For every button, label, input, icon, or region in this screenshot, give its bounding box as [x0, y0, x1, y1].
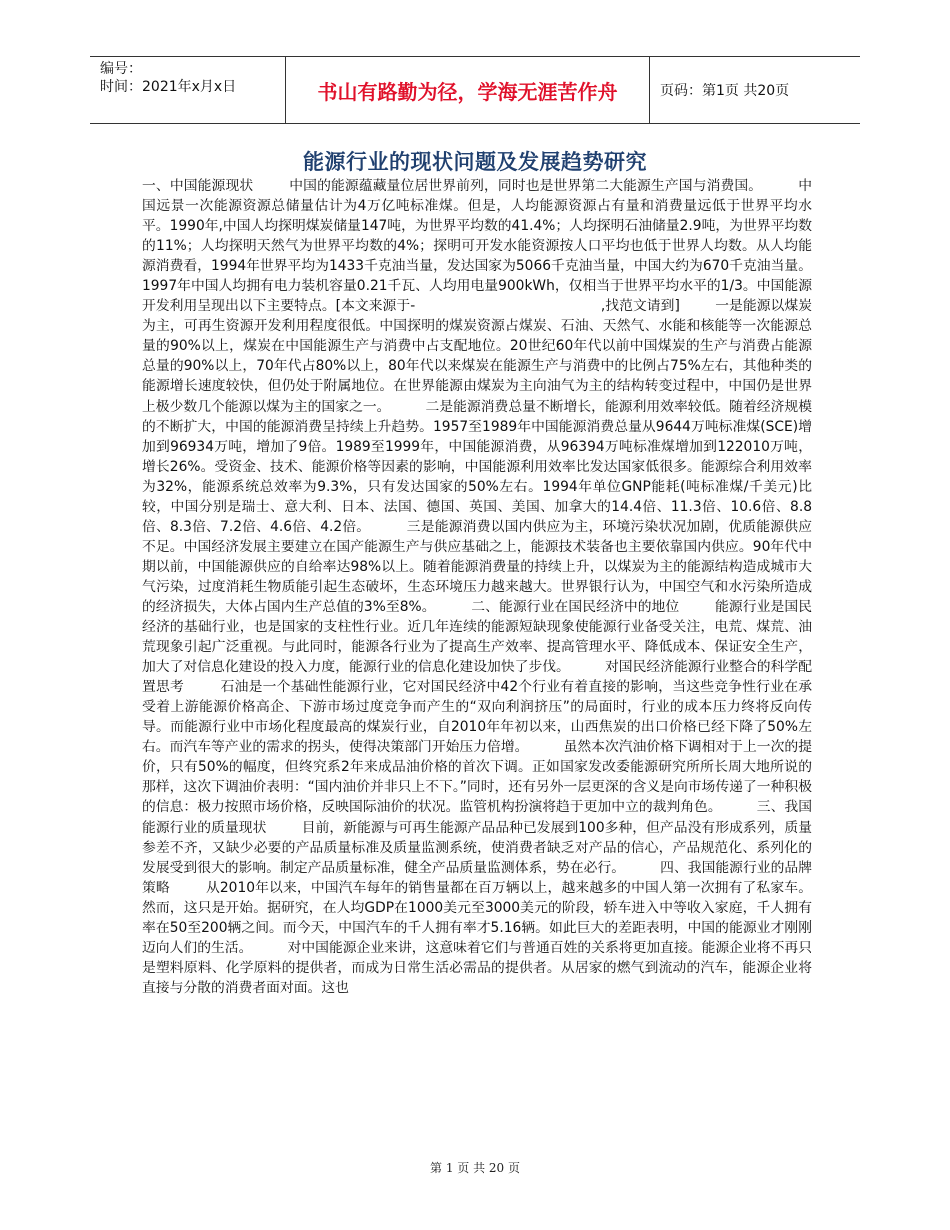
header-motto: 书山有路勤为径，学海无涯苦作舟 — [286, 57, 650, 123]
header-meta — [90, 57, 286, 123]
document-title: 能源行业的现状问题及发展趋势研究 — [303, 150, 647, 174]
document-number-label: 编号： — [100, 61, 142, 77]
document-time-label: 时间：2021年x月x日 — [100, 79, 237, 95]
page-header — [90, 56, 860, 124]
page-footer: 第 1 页 共 20 页 — [430, 1161, 520, 1175]
header-page-info: 页码：第1页 共20页 — [660, 83, 790, 99]
document-body: 一、中国能源现状 中国的能源蕴藏量位居世界前列，同时也是世界第二大能源生产国与消费国。 中国远景一次能源资源总储量估计为4万亿吨标准煤。但是，人均能源资源占有量和消费量远低于世界平均水平。1990年,中国人均探明煤炭储量147吨，为世界平均数的41.4%；人均探明石油储量2.9吨，为世界平均数的11%；人均探明天然气为世界平均数的4%；探明可开发水能资源按人口平均也低于世界人均数。从人均能源消费看，1994年世界平均为1433千克油当量，发达国家为5066千克油当量，中国大约为670千克油当量。1997年中国人均拥有电力装机容量0.21千瓦、人均用电量900kWh，仅相当于世界平均水平的1/3。中国能源开发利用呈现出以下主要特点。[本文来源于- ,找范文请到] 一是能源以煤炭为主，可再生资源开发利用程度很低。中国探明的煤炭资源占煤炭、石油、天然气、水能和核能等一次能源总量的90%以上，煤炭在中国能源生产与消费中占支配地位。20世纪60年代以前中国煤炭的生产与消费占能源总量的90%以上，70年代占80%以上，80年代以来煤炭在能源生产与消费中的比例占75%左右，其他种类的能源增长速度较快，但仍处于附属地位。在世界能源由煤炭为主向油气为主的结构转变过程中，中国仍是世界上极少数几个能源以煤为主的国家之一。 二是能源消费总量不断增长，能源利用效率较低。随着经济规模的不断扩大，中国的能源消费呈持续上升趋势。1957至1989年中国能源消费总量从9644万吨标准煤(SCE)增加到96934万吨，增加了9倍。1989至1999年，中国能源消费，从96394万吨标准煤增加到122010万吨，增长26%。受资金、技术、能源价格等因素的影响，中国能源利用效率比发达国家低很多。能源综合利用效率为32%，能源系统总效率为9.3%，只有发达国家的50%左右。1994年单位GNP能耗(吨标准煤/千美元)比较，中国分别是瑞士、意大利、日本、法国、德国、英国、美国、加拿大的14.4倍、11.3倍、10.6倍、8.8倍、8.3倍、7.2倍、4.6倍、4.2倍。 三是能源消费以国内供应为主，环境污染状况加剧，优质能源供应不足。中国经济发展主要建立在国产能源生产与供应基础之上，能源技术装备也主要依靠国内供应。90年代中期以前，中国能源供应的自给率达98%以上。随着能源消费量的持续上升，以煤炭为主的能源结构造成城市大气污染，过度消耗生物质能引起生态破坏，生态环境压力越来越大。世界银行认为，中国空气和水污染所造成的经济损失，大体占国内生产总值的3%至8%。 二、能源行业在国民经济中的地位 能源行业是国民经济的基础行业，也是国家的支柱性行业。近几年连续的能源短缺现象使能源行业备受关注，电荒、煤荒、油荒现象引起广泛重视。与此同时，能源各行业为了提高生产效率、提高管理水平、降低成本、保证安全生产，加大了对信息化建设的投入力度，能源行业的信息化建设加快了步伐。 对国民经济能源行业整合的科学配置思考 石油是一个基础性能源行业，它对国民经济中42个行业有着直接的影响，当这些竞争性行业在承受着上游能源价格高企、下游市场过度竞争而产生的“双向利润挤压”的局面时，行业的成本压力终将反向传导。而能源行业中市场化程度最高的煤炭行业，自2010年年初以来，山西焦炭的出口价格已经下降了50%左右。而汽车等产业的需求的拐头，使得决策部门开始压力倍增。 虽然本次汽油价格下调相对于上一次的提价，只有50%的幅度，但终究系2年来成品油价格的首次下调。正如国家发改委能源研究所所长周大地所说的那样，这次下调油价表明：“国内油价并非只上不下。”同时，还有另外一层更深的含义是向市场传递了一种积极的信息：极力按照市场价格，反映国际油价的状况。监管机构扮演将趋于更加中立的裁判角色。 三、我国能源行业的质量现状 目前，新能源与可再生能源产品品种已发展到100多种，但产品没有形成系列，质量参差不齐，又缺少必要的产品质量标准及质量监测系统，使消费者缺乏对产品的信心，产品规范化、系列化的发展受到很大的影响。制定产品质量标准，健全产品质量监测体系，势在必行。 四、我国能源行业的品牌策略 从2010年以来，中国汽车每年的销售量都在百万辆以上，越来越多的中国人第一次拥有了私家车。然而，这只是开始。据研究，在人均GDP在1000美元至3000美元的阶段，轿车进入中等收入家庭，千人拥有率在50至200辆之间。而今天，中国汽车的千人拥有率才5.16辆。如此巨大的差距表明，中国的能源业才刚刚迈向人们的生活。 对中国能源企业来讲，这意味着它们与普通百姓的关系将更加直接。能源企业将不再只是塑料原料、化学原料的提供者，而成为日常生活必需品的提供者。从居家的燃气到流动的汽车，能源企业将直接与分散的消费者面对面。这也 — [142, 178, 812, 996]
